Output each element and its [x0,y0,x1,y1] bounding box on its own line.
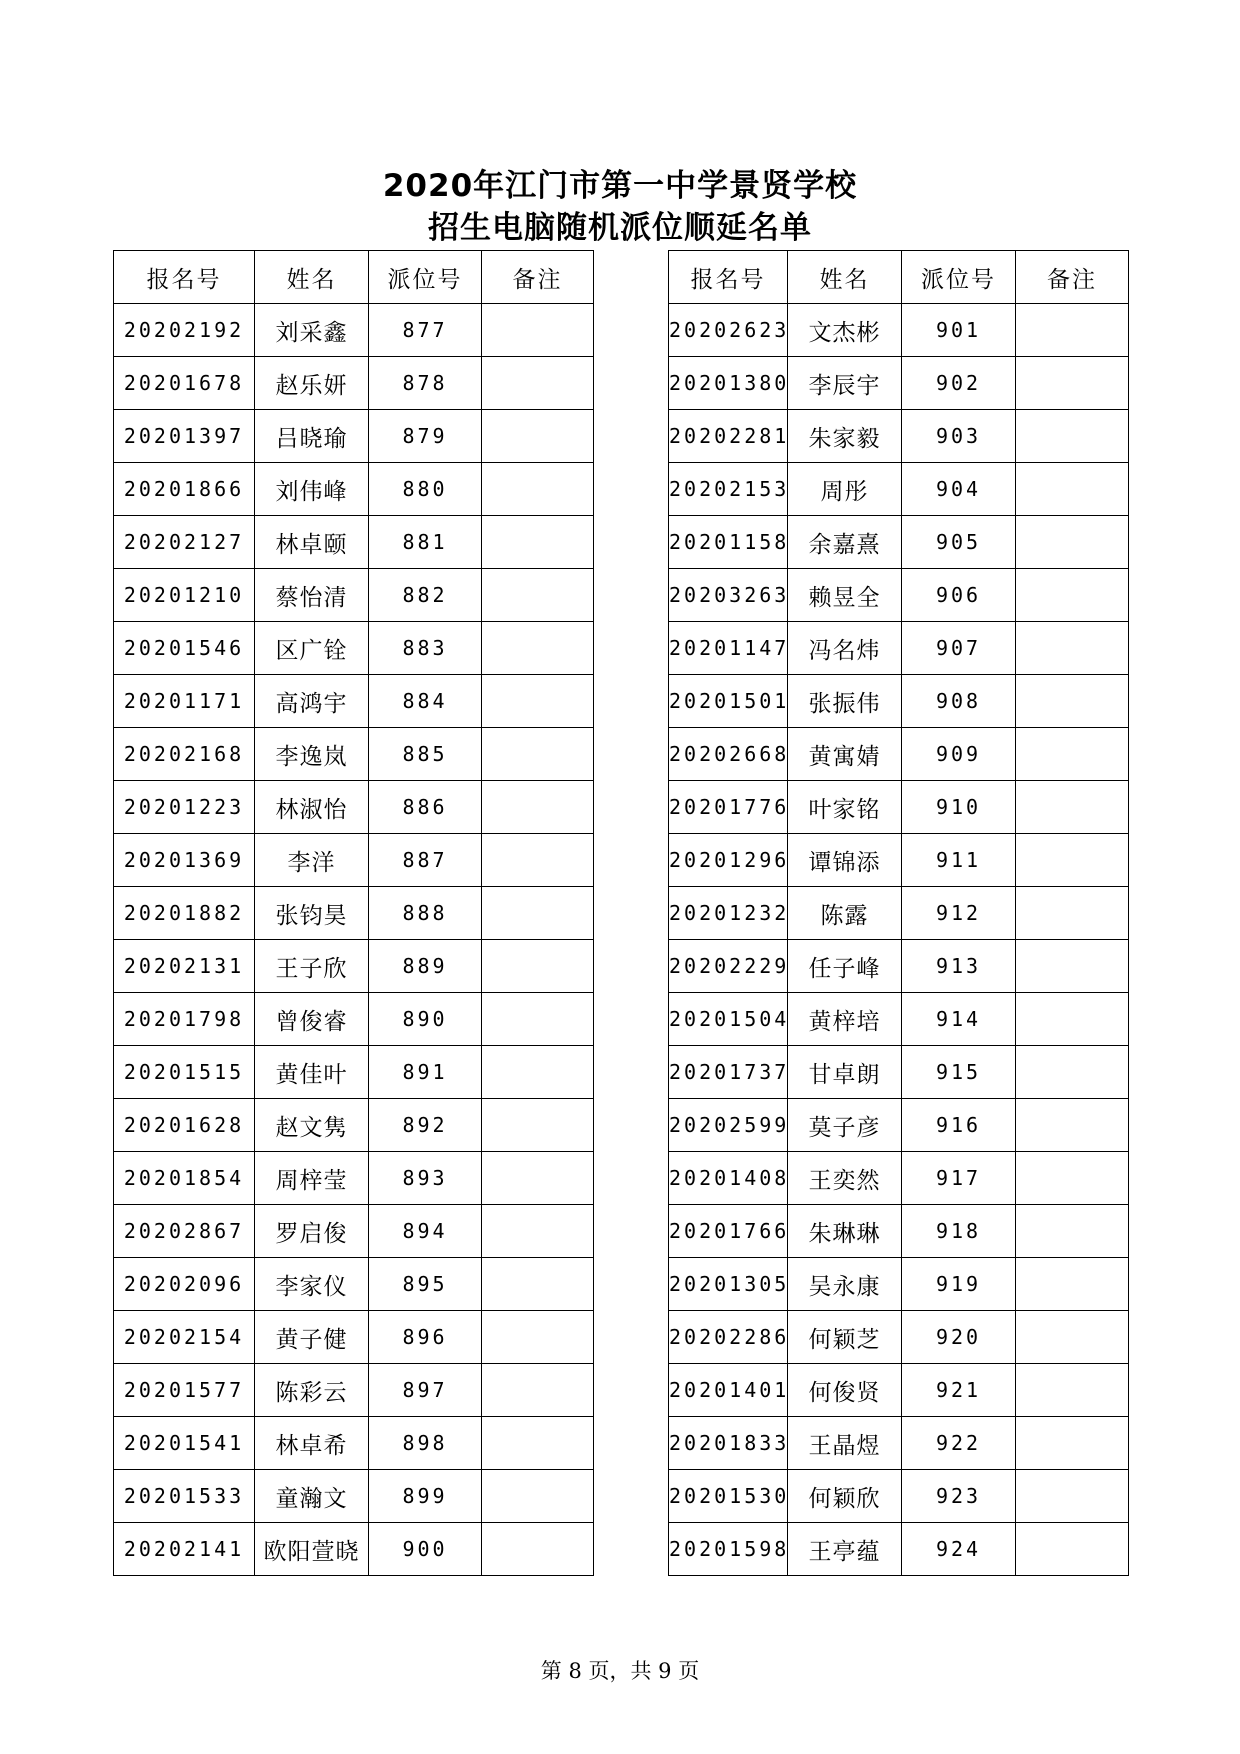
remarks-cell [482,304,594,357]
table-row [114,1258,594,1311]
assignment-number-cell: 909 [902,728,1016,781]
student-name-cell: 朱琳琳 [788,1205,902,1258]
student-name-cell: 莫子彦 [788,1099,902,1152]
registration-number-cell: 20201854 [114,1152,255,1205]
assignment-number-cell: 893 [369,1152,482,1205]
assignment-number-cell: 920 [902,1311,1016,1364]
student-name-cell: 王子欣 [255,940,369,993]
table-row [669,834,1129,887]
student-name-cell: 陈彩云 [255,1364,369,1417]
remarks-cell [1016,940,1129,993]
registration-number-cell: 20201380 [669,357,788,410]
registration-number-cell: 20201530 [669,1470,788,1523]
page-title-line-2: 招生电脑随机派位顺延名单 [428,210,812,246]
student-name-cell: 叶家铭 [788,781,902,834]
table-row [114,1470,594,1523]
remarks-cell [1016,357,1129,410]
table-header-row [669,251,1129,304]
assignment-number-cell: 916 [902,1099,1016,1152]
registration-number-cell: 20201628 [114,1099,255,1152]
registration-number-cell: 20202192 [114,304,255,357]
assignment-number-cell: 891 [369,1046,482,1099]
remarks-cell [1016,304,1129,357]
header-assignment-number: 派位号 [369,251,482,304]
remarks-cell [1016,516,1129,569]
assignment-number-cell: 924 [902,1523,1016,1576]
table-row [114,622,594,675]
assignment-number-cell: 901 [902,304,1016,357]
remarks-cell [1016,1417,1129,1470]
student-name-cell: 冯名炜 [788,622,902,675]
table-row [114,516,594,569]
registration-number-cell: 20201866 [114,463,255,516]
assignment-number-cell: 911 [902,834,1016,887]
header-name: 姓名 [255,251,369,304]
assignment-number-cell: 895 [369,1258,482,1311]
table-row [114,1046,594,1099]
table-row [114,1311,594,1364]
student-name-cell: 童瀚文 [255,1470,369,1523]
student-name-cell: 张振伟 [788,675,902,728]
registration-number-cell: 20201833 [669,1417,788,1470]
assignment-number-cell: 898 [369,1417,482,1470]
student-name-cell: 王亭蕴 [788,1523,902,1576]
table-row [114,887,594,940]
remarks-cell [1016,1152,1129,1205]
student-name-cell: 刘采鑫 [255,304,369,357]
registration-number-cell: 20201223 [114,781,255,834]
table-row [114,1417,594,1470]
student-name-cell: 吴永康 [788,1258,902,1311]
registration-number-cell: 20201798 [114,993,255,1046]
table-row [669,993,1129,1046]
registration-number-cell: 20201401 [669,1364,788,1417]
student-name-cell: 高鸿宇 [255,675,369,728]
assignment-number-cell: 880 [369,463,482,516]
table-row [114,1523,594,1576]
table-row [114,1099,594,1152]
remarks-cell [1016,463,1129,516]
table-row [114,304,594,357]
student-name-cell: 朱家毅 [788,410,902,463]
registration-number-cell: 20202281 [669,410,788,463]
registration-number-cell: 20201776 [669,781,788,834]
registration-number-cell: 20202096 [114,1258,255,1311]
table-row [669,304,1129,357]
remarks-cell [1016,1099,1129,1152]
remarks-cell [482,993,594,1046]
remarks-cell [1016,993,1129,1046]
remarks-cell [482,569,594,622]
remarks-cell [482,622,594,675]
remarks-cell [1016,1470,1129,1523]
registration-number-cell: 20201408 [669,1152,788,1205]
remarks-cell [1016,887,1129,940]
registration-number-cell: 20202127 [114,516,255,569]
table-row [669,1523,1129,1576]
assignment-number-cell: 897 [369,1364,482,1417]
assignment-number-cell: 877 [369,304,482,357]
student-name-cell: 黄梓培 [788,993,902,1046]
assignment-number-cell: 905 [902,516,1016,569]
remarks-cell [1016,1046,1129,1099]
table-row [114,781,594,834]
registration-number-cell: 20201515 [114,1046,255,1099]
remarks-cell [1016,1205,1129,1258]
table-row [114,1205,594,1258]
registration-number-cell: 20201598 [669,1523,788,1576]
table-row [669,622,1129,675]
student-name-cell: 曾俊睿 [255,993,369,1046]
remarks-cell [482,357,594,410]
student-name-cell: 李洋 [255,834,369,887]
header-registration-number: 报名号 [114,251,255,304]
registration-number-cell: 20201546 [114,622,255,675]
registration-number-cell: 20202286 [669,1311,788,1364]
remarks-cell [1016,410,1129,463]
student-name-cell: 赖昱全 [788,569,902,622]
registration-number-cell: 20201147 [669,622,788,675]
student-name-cell: 区广铨 [255,622,369,675]
remarks-cell [1016,1364,1129,1417]
student-name-cell: 刘伟峰 [255,463,369,516]
student-name-cell: 赵文隽 [255,1099,369,1152]
student-name-cell: 陈露 [788,887,902,940]
table-row [114,410,594,463]
student-name-cell: 吕晓瑜 [255,410,369,463]
registration-number-cell: 20201533 [114,1470,255,1523]
right-roster-table [668,250,1129,1576]
remarks-cell [482,887,594,940]
student-name-cell: 林卓希 [255,1417,369,1470]
student-name-cell: 甘卓朗 [788,1046,902,1099]
remarks-cell [482,940,594,993]
remarks-cell [482,410,594,463]
registration-number-cell: 20201577 [114,1364,255,1417]
registration-number-cell: 20202599 [669,1099,788,1152]
student-name-cell: 林卓颐 [255,516,369,569]
registration-number-cell: 20201296 [669,834,788,887]
assignment-number-cell: 919 [902,1258,1016,1311]
table-row [669,675,1129,728]
student-name-cell: 罗启俊 [255,1205,369,1258]
remarks-cell [482,1311,594,1364]
assignment-number-cell: 890 [369,993,482,1046]
assignment-number-cell: 892 [369,1099,482,1152]
assignment-number-cell: 915 [902,1046,1016,1099]
student-name-cell: 何颖芝 [788,1311,902,1364]
student-name-cell: 黄佳叶 [255,1046,369,1099]
table-row [669,569,1129,622]
table-row [669,410,1129,463]
assignment-number-cell: 879 [369,410,482,463]
table-row [114,357,594,410]
assignment-number-cell: 904 [902,463,1016,516]
registration-number-cell: 20202131 [114,940,255,993]
remarks-cell [1016,1311,1129,1364]
header-remarks: 备注 [482,251,594,304]
page-title-line-1: 2020年江门市第一中学景贤学校 [382,168,858,204]
header-remarks: 备注 [1016,251,1129,304]
student-name-cell: 文杰彬 [788,304,902,357]
student-name-cell: 李逸岚 [255,728,369,781]
assignment-number-cell: 908 [902,675,1016,728]
table-row [669,1311,1129,1364]
remarks-cell [482,516,594,569]
assignment-number-cell: 881 [369,516,482,569]
table-row [669,781,1129,834]
table-row [669,463,1129,516]
remarks-cell [482,728,594,781]
student-name-cell: 李家仪 [255,1258,369,1311]
student-name-cell: 周梓莹 [255,1152,369,1205]
table-row [669,516,1129,569]
student-name-cell: 黄寓婧 [788,728,902,781]
student-name-cell: 张钧昊 [255,887,369,940]
page-footer: 第 8 页，共 9 页 [540,1659,700,1683]
student-name-cell: 任子峰 [788,940,902,993]
registration-number-cell: 20202154 [114,1311,255,1364]
table-row [114,1364,594,1417]
registration-number-cell: 20201397 [114,410,255,463]
assignment-number-cell: 906 [902,569,1016,622]
remarks-cell [482,1417,594,1470]
table-row [669,1152,1129,1205]
remarks-cell [1016,622,1129,675]
remarks-cell [482,1258,594,1311]
student-name-cell: 何俊贤 [788,1364,902,1417]
registration-number-cell: 20201232 [669,887,788,940]
registration-number-cell: 20201541 [114,1417,255,1470]
remarks-cell [1016,569,1129,622]
registration-number-cell: 20201305 [669,1258,788,1311]
remarks-cell [482,1205,594,1258]
student-name-cell: 王晶煜 [788,1417,902,1470]
assignment-number-cell: 882 [369,569,482,622]
student-name-cell: 王奕然 [788,1152,902,1205]
student-name-cell: 林淑怡 [255,781,369,834]
remarks-cell [482,463,594,516]
assignment-number-cell: 918 [902,1205,1016,1258]
remarks-cell [1016,781,1129,834]
registration-number-cell: 20201210 [114,569,255,622]
assignment-number-cell: 917 [902,1152,1016,1205]
registration-number-cell: 20201737 [669,1046,788,1099]
remarks-cell [482,1046,594,1099]
assignment-number-cell: 900 [369,1523,482,1576]
table-row [114,940,594,993]
remarks-cell [482,675,594,728]
table-row [669,940,1129,993]
registration-number-cell: 20202141 [114,1523,255,1576]
registration-number-cell: 20202168 [114,728,255,781]
table-row [669,1046,1129,1099]
table-row [669,728,1129,781]
student-name-cell: 黄子健 [255,1311,369,1364]
assignment-number-cell: 912 [902,887,1016,940]
assignment-number-cell: 883 [369,622,482,675]
assignment-number-cell: 903 [902,410,1016,463]
table-row [114,675,594,728]
left-roster-table [113,250,594,1576]
table-header-row [114,251,594,304]
assignment-number-cell: 922 [902,1417,1016,1470]
assignment-number-cell: 889 [369,940,482,993]
student-name-cell: 余嘉熹 [788,516,902,569]
registration-number-cell: 20202668 [669,728,788,781]
table-row [669,1205,1129,1258]
registration-number-cell: 20203263 [669,569,788,622]
assignment-number-cell: 914 [902,993,1016,1046]
header-registration-number: 报名号 [669,251,788,304]
registration-number-cell: 20201369 [114,834,255,887]
assignment-number-cell: 923 [902,1470,1016,1523]
assignment-number-cell: 899 [369,1470,482,1523]
header-assignment-number: 派位号 [902,251,1016,304]
table-row [114,834,594,887]
remarks-cell [482,781,594,834]
table-row [669,1258,1129,1311]
assignment-number-cell: 913 [902,940,1016,993]
remarks-cell [482,1364,594,1417]
table-row [669,1470,1129,1523]
table-row [114,993,594,1046]
assignment-number-cell: 894 [369,1205,482,1258]
student-name-cell: 周彤 [788,463,902,516]
remarks-cell [1016,728,1129,781]
remarks-cell [1016,834,1129,887]
registration-number-cell: 20202867 [114,1205,255,1258]
student-name-cell: 李辰宇 [788,357,902,410]
assignment-number-cell: 888 [369,887,482,940]
assignment-number-cell: 910 [902,781,1016,834]
table-row [669,1364,1129,1417]
registration-number-cell: 20201766 [669,1205,788,1258]
assignment-number-cell: 884 [369,675,482,728]
table-row [669,1099,1129,1152]
assignment-number-cell: 921 [902,1364,1016,1417]
table-row [114,569,594,622]
registration-number-cell: 20202153 [669,463,788,516]
header-name: 姓名 [788,251,902,304]
remarks-cell [482,1523,594,1576]
remarks-cell [482,1470,594,1523]
assignment-number-cell: 887 [369,834,482,887]
assignment-number-cell: 878 [369,357,482,410]
table-row [114,1152,594,1205]
remarks-cell [1016,1258,1129,1311]
assignment-number-cell: 907 [902,622,1016,675]
remarks-cell [482,1099,594,1152]
registration-number-cell: 20201504 [669,993,788,1046]
table-row [669,357,1129,410]
assignment-number-cell: 896 [369,1311,482,1364]
registration-number-cell: 20202623 [669,304,788,357]
table-row [669,1417,1129,1470]
table-row [114,728,594,781]
student-name-cell: 谭锦添 [788,834,902,887]
student-name-cell: 何颖欣 [788,1470,902,1523]
registration-number-cell: 20201158 [669,516,788,569]
assignment-number-cell: 886 [369,781,482,834]
assignment-number-cell: 885 [369,728,482,781]
table-row [114,463,594,516]
registration-number-cell: 20201882 [114,887,255,940]
remarks-cell [1016,1523,1129,1576]
remarks-cell [482,1152,594,1205]
student-name-cell: 欧阳萱晓 [255,1523,369,1576]
registration-number-cell: 20201171 [114,675,255,728]
assignment-number-cell: 902 [902,357,1016,410]
registration-number-cell: 20202229 [669,940,788,993]
registration-number-cell: 20201678 [114,357,255,410]
remarks-cell [1016,675,1129,728]
remarks-cell [482,834,594,887]
registration-number-cell: 20201501 [669,675,788,728]
student-name-cell: 赵乐妍 [255,357,369,410]
table-row [669,887,1129,940]
student-name-cell: 蔡怡清 [255,569,369,622]
